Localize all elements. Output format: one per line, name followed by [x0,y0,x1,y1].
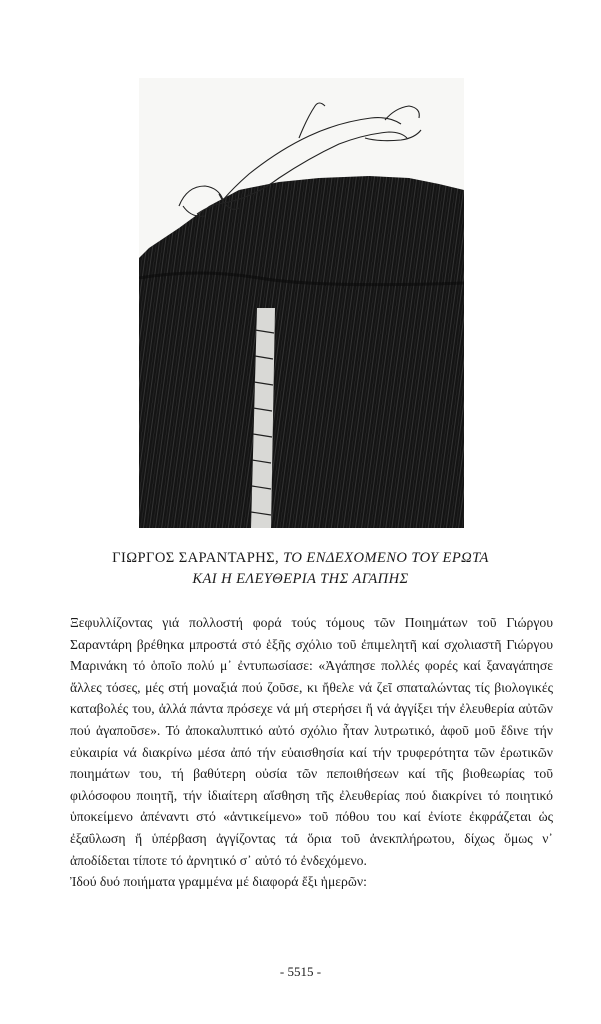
article-body [70,612,553,893]
illustration-figures-on-ladder [139,78,464,528]
heading-title-part-1: ΤΟ ΕΝΔΕΧΟΜΕΝΟ ΤΟΥ ΕΡΩΤΑ [283,550,489,566]
heading-title-part-2: ΚΑΙ Η ΕΛΕΥΘΕΡΙΑ ΤΗΣ ΑΓΑΠΗΣ [192,571,409,587]
etching-drawing [139,78,464,528]
heading-line-2 [40,569,561,590]
heading-line-1 [40,548,561,569]
article-heading [40,548,561,590]
body-paragraph-2: Ἰδού δυό ποιήματα γραμμένα μέ διαφορά ἔξι ἡμερῶν: [70,874,367,890]
page-number: - 5515 - [279,964,322,979]
body-paragraph-1: Ξεφυλλίζοντας γιά πολλοστή φορά τούς τόμους τῶν Ποιημάτων τοῦ Γιώργου Σαραντάρη βρέθηκα μπροστά στό ἑξῆς σχόλιο τοῦ ἐπιμελητῆ καί σχολιαστῆ Γιώργου Μαρινάκη τό ὁποῖο πολύ μ᾽ ἐντυπωσίασε: «Ἀγάπησε πολλές φορές καί ξαναγάπησε ἄλλες τόσες, μές στή μοναξιά πού ζοῦσε, κι ἤθελε νά ζεῖ σπαταλώντας τίς βιολογικές καταβολές του, ἀλλά πάντα πρόσεχε νά μή στερήσει ἤ νά ἀγγίξει τήν ἐλευθερία αὐτῶν πού ἀγαποῦσε». Τό ἀποκαλυπτικό αὐτό σχόλιο ἦταν λυτρωτικό, ἀφοῦ μοῦ ἔδινε τήν εὐκαιρία νά διακρίνω μέσα ἀπό τήν εὐαισθησία καί τήν τρυφερότητα τῶν ἐρωτικῶν ποιημάτων του, τή βαθύτερη οὐσία τῶν πεποιθήσεων καί τῆς βιοθεωρίας τοῦ φιλόσοφου ποιητῆ, τήν ἰδιαίτερη αἴσθηση τῆς ἐλευθερίας πού διακρίνει τό ποιητικό ὑποκείμενο ἀπέναντι στό «ἀντικείμενο» τοῦ πόθου του καί ἐνίοτε ἐκφράζεται ὡς ἐξαΰλωση ἤ ὑπέρβαση ἀγγίζοντας τά ὅρια τοῦ ἀνεκπλήρωτου, δίχως ὅμως ν᾽ ἀποδίδεται τίποτε τό ἀρνητικό σ᾽ αὐτό τό ἐνδεχόμενο. [70,615,553,868]
heading-author: ΓΙΩΡΓΟΣ ΣΑΡΑΝΤΑΡΗΣ, [112,550,280,566]
